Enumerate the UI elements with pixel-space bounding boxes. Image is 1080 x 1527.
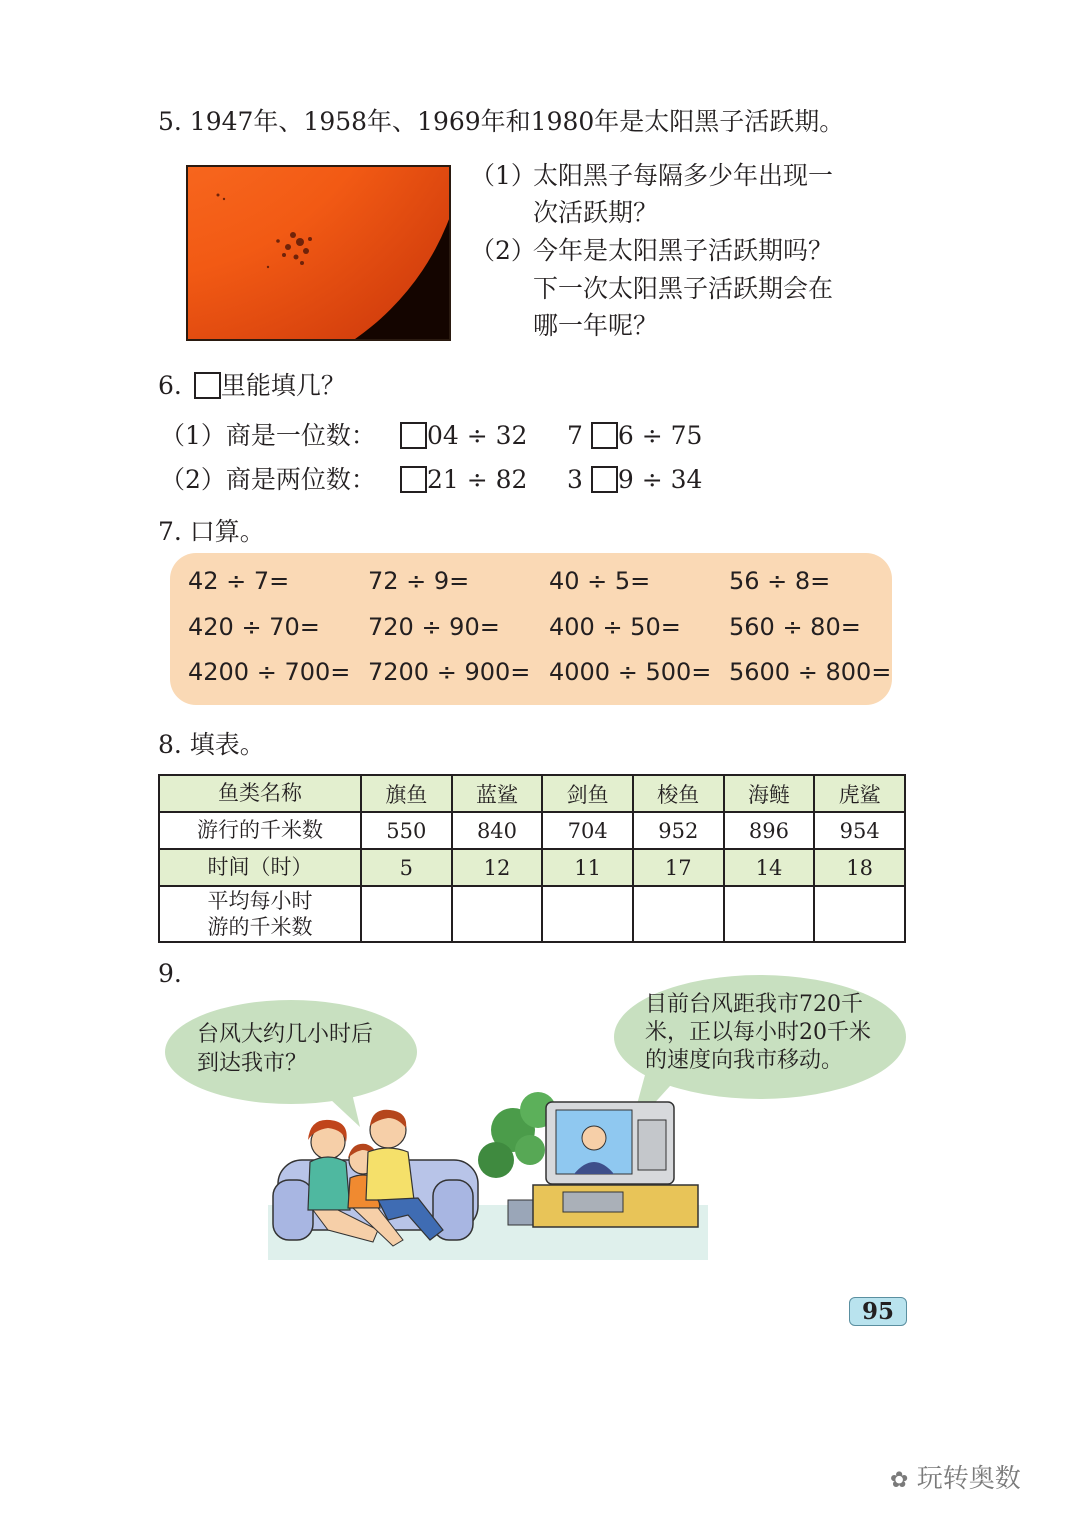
sunspot-photo — [186, 165, 451, 341]
oral-item: 400 ÷ 50= — [549, 613, 681, 641]
right-bubble-line2: 米，正以每小时20千米 — [645, 1020, 871, 1045]
q5-sub1-number: （1） — [470, 161, 536, 190]
fish-name-cell: 剑鱼 — [542, 775, 633, 812]
oral-item: 4000 ÷ 500= — [549, 658, 712, 686]
fish-name-cell: 海鲢 — [724, 775, 815, 812]
right-bubble-line1: 目前台风距我市720千 — [645, 992, 863, 1017]
table-row — [159, 812, 905, 849]
answer-cell[interactable] — [814, 886, 905, 942]
q5-sub2-line1: 今年是太阳黑子活跃期吗？ — [533, 236, 834, 265]
q6-row1-b-prefix: 7 — [567, 421, 583, 450]
time-cell: 18 — [814, 849, 905, 886]
row-label-cell — [159, 886, 361, 942]
q6-row2-label: （2）商是两位数： — [160, 465, 376, 494]
blank-box-icon[interactable] — [591, 466, 618, 493]
q6-row2-b-text: 9 ÷ 34 — [617, 465, 703, 494]
q6-row2-expr-b — [567, 464, 702, 497]
blank-box-icon — [194, 372, 221, 399]
time-cell: 14 — [724, 849, 815, 886]
right-bubble-line3: 的速度向我市移动。 — [645, 1048, 844, 1073]
oral-item: 420 ÷ 70= — [188, 613, 320, 641]
q6-row2-expr-a — [400, 464, 527, 497]
distance-cell: 840 — [452, 812, 543, 849]
row-label-cell: 时间（时） — [159, 849, 361, 886]
q6-stem-text: 里能填几？ — [220, 371, 346, 400]
left-bubble-line1: 台风大约几小时后 — [197, 1022, 374, 1047]
q6-stem — [158, 370, 346, 403]
q6-row2-a-text: 21 ÷ 82 — [427, 465, 528, 494]
oral-item: 4200 ÷ 700= — [188, 658, 351, 686]
oral-item: 720 ÷ 90= — [368, 613, 500, 641]
distance-cell: 550 — [361, 812, 452, 849]
avg-label-line1: 平均每小时 — [207, 888, 313, 913]
q7-stem: 7. 口算。 — [158, 517, 265, 546]
oral-item: 560 ÷ 80= — [729, 613, 861, 641]
table-row — [159, 775, 905, 812]
distance-cell: 954 — [814, 812, 905, 849]
wechat-icon: ✿ — [890, 1468, 909, 1493]
oral-item: 56 ÷ 8= — [729, 567, 831, 595]
avg-label-line2: 游的千米数 — [207, 915, 313, 939]
distance-cell: 896 — [724, 812, 815, 849]
q9-number: 9. — [158, 959, 182, 988]
distance-cell: 952 — [633, 812, 724, 849]
time-cell: 11 — [542, 849, 633, 886]
oral-item: 40 ÷ 5= — [549, 567, 651, 595]
q5-sub2-line2: 下一次太阳黑子活跃期会在 — [533, 274, 834, 303]
answer-cell[interactable] — [361, 886, 452, 942]
fish-name-cell: 旗鱼 — [361, 775, 452, 812]
answer-cell[interactable] — [633, 886, 724, 942]
answer-cell[interactable] — [452, 886, 543, 942]
fish-name-cell: 蓝鲨 — [452, 775, 543, 812]
watermark-text: 玩转奥数 — [916, 1464, 1021, 1494]
distance-cell: 704 — [542, 812, 633, 849]
q6-row2-b-prefix: 3 — [567, 465, 583, 494]
watermark — [890, 1458, 1021, 1495]
table-row — [159, 886, 905, 942]
sun-illustration — [188, 167, 449, 339]
q5-sub1-line1: 太阳黑子每隔多少年出现一 — [533, 161, 834, 190]
page-number-badge: 95 — [849, 1297, 907, 1326]
television-icon — [546, 1102, 674, 1184]
fish-speed-table — [158, 774, 906, 943]
table-row — [159, 849, 905, 886]
time-cell: 17 — [633, 849, 724, 886]
time-cell: 12 — [452, 849, 543, 886]
family-watching-tv-illustration — [268, 1080, 708, 1260]
oral-item: 42 ÷ 7= — [188, 567, 290, 595]
row-label-cell: 游行的千米数 — [159, 812, 361, 849]
time-cell: 5 — [361, 849, 452, 886]
q6-row1-expr-b — [567, 420, 702, 453]
q8-stem: 8. 填表。 — [158, 730, 265, 759]
q5-sub2-number: （2） — [470, 236, 536, 265]
q6-row1-a-text: 04 ÷ 32 — [427, 421, 528, 450]
answer-cell[interactable] — [542, 886, 633, 942]
q6-row1-expr-a — [400, 420, 527, 453]
tv-stand-icon — [533, 1185, 698, 1227]
q6-number: 6. — [158, 371, 182, 400]
oral-item: 72 ÷ 9= — [368, 567, 470, 595]
fish-name-cell: 虎鲨 — [814, 775, 905, 812]
q5-sub1-line2: 次活跃期？ — [533, 198, 659, 227]
q5-sub2-line3: 哪一年呢？ — [533, 311, 659, 340]
blank-box-icon[interactable] — [591, 422, 618, 449]
blank-box-icon[interactable] — [400, 466, 427, 493]
oral-item: 7200 ÷ 900= — [368, 658, 531, 686]
fish-name-cell: 梭鱼 — [633, 775, 724, 812]
answer-cell[interactable] — [724, 886, 815, 942]
table-header-cell: 鱼类名称 — [159, 775, 361, 812]
oral-item: 5600 ÷ 800= — [729, 658, 892, 686]
left-bubble-line2: 到达我市？ — [197, 1051, 308, 1076]
q5-stem: 5. 1947年、1958年、1969年和1980年是太阳黑子活跃期。 — [158, 107, 845, 136]
q6-row1-b-text: 6 ÷ 75 — [617, 421, 703, 450]
blank-box-icon[interactable] — [400, 422, 427, 449]
q6-row1-label: （1）商是一位数： — [160, 421, 376, 450]
